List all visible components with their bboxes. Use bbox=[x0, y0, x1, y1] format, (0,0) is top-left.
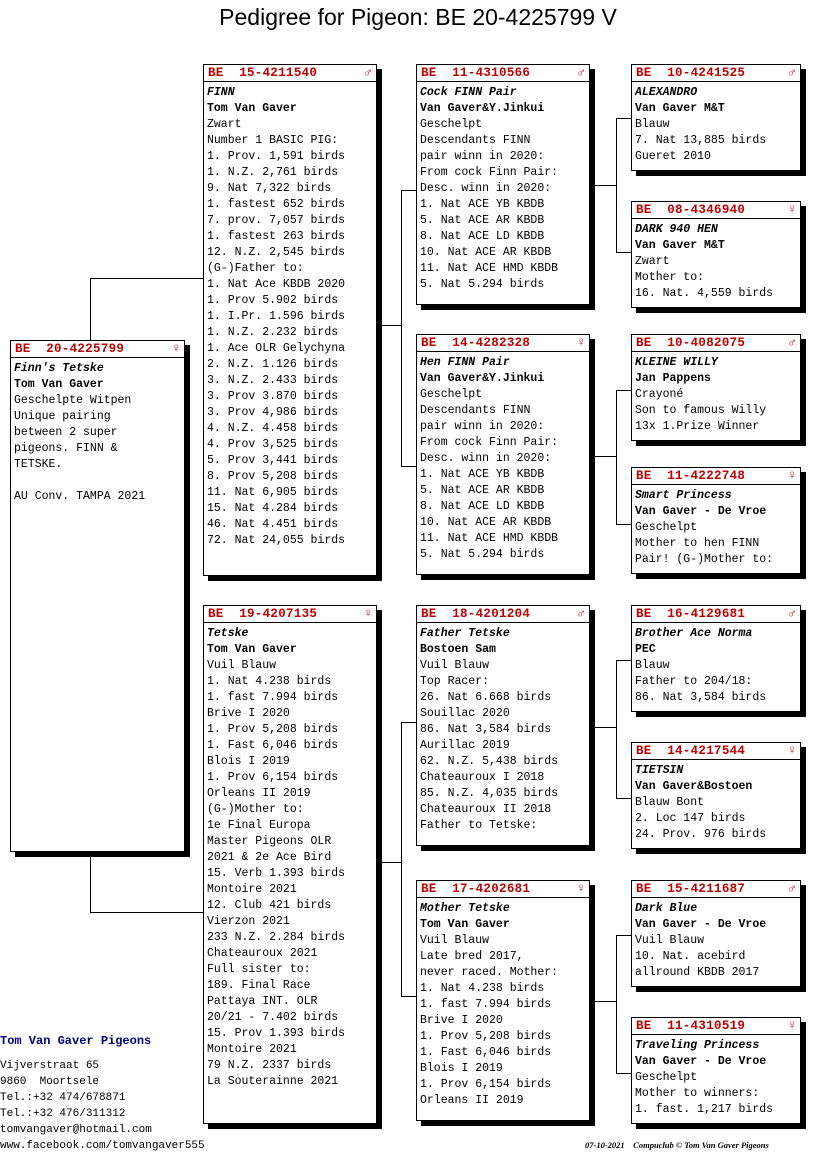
info-line: between 2 super bbox=[14, 426, 118, 439]
info-line: 1. Nat 4.238 birds bbox=[420, 982, 545, 995]
sex-icon: ♀ bbox=[364, 606, 372, 621]
info-line: 1. fast 7.994 birds bbox=[207, 691, 339, 704]
owner-name: Van Gaver - De Vroe bbox=[635, 918, 767, 931]
info-line: 15. Verb 1.393 birds bbox=[207, 867, 346, 880]
info-line: Brive I 2020 bbox=[420, 1014, 503, 1027]
ring-number: BE 10-4241525 bbox=[636, 66, 746, 80]
ring-number: BE 10-4082075 bbox=[636, 336, 746, 350]
info-line: Montoire 2021 bbox=[207, 883, 297, 896]
info-line: 86. Nat 3,584 birds bbox=[635, 691, 767, 704]
pigeon-card-ff-father[interactable] bbox=[631, 64, 801, 171]
card-header bbox=[632, 743, 800, 760]
info-line: (G-)Mother to: bbox=[207, 803, 304, 816]
info-line: Crayoné bbox=[635, 388, 684, 401]
info-line: 10. Nat. acebird bbox=[635, 950, 746, 963]
phone-2: Tel.:+32 476/311312 bbox=[0, 1108, 126, 1120]
pigeon-name: Mother Tetske bbox=[420, 902, 510, 915]
info-line: 11. Nat ACE HMD KBDB bbox=[420, 532, 559, 545]
owner-name: Tom Van Gaver bbox=[14, 378, 104, 391]
connector-line bbox=[616, 935, 617, 1073]
info-line: Blauw bbox=[635, 659, 670, 672]
owner-name: Van Gaver M&T bbox=[635, 102, 725, 115]
info-line: 8. Nat ACE LD KBDB bbox=[420, 500, 545, 513]
info-line: AU Conv. TAMPA 2021 bbox=[14, 490, 146, 503]
info-line: 1. Ace OLR Gelychyna bbox=[207, 342, 346, 355]
info-line: Pair! (G-)Mother to: bbox=[635, 553, 774, 566]
info-line: 5. Prov 3,441 birds bbox=[207, 454, 339, 467]
info-line: 15. Nat 4.284 birds bbox=[207, 502, 339, 515]
pigeon-card-mm-father[interactable] bbox=[631, 880, 801, 987]
info-line: Vuil Blauw bbox=[207, 659, 277, 672]
info-line: Late bred 2017, bbox=[420, 950, 524, 963]
info-line: 3. Prov 3.870 birds bbox=[207, 390, 339, 403]
info-line: 79 N.Z. 2337 birds bbox=[207, 1059, 332, 1072]
connector-line bbox=[90, 278, 204, 279]
pigeon-card-fm-mother[interactable] bbox=[631, 467, 801, 574]
info-line: 1. fast. 1,217 birds bbox=[635, 1103, 774, 1116]
info-line: 46. Nat 4.451 birds bbox=[207, 518, 339, 531]
sex-icon: ♀ bbox=[577, 881, 585, 896]
info-line: 15. Prov 1.393 birds bbox=[207, 1027, 346, 1040]
address-street: Vijverstraat 65 bbox=[0, 1060, 100, 1072]
info-line: 8. Prov 5,208 birds bbox=[207, 470, 339, 483]
info-line: Montoire 2021 bbox=[207, 1043, 297, 1056]
connector-line bbox=[616, 252, 632, 253]
pigeon-card-mm-mother[interactable] bbox=[631, 1017, 801, 1124]
card-body bbox=[632, 898, 800, 981]
sex-icon: ♀ bbox=[788, 202, 796, 217]
info-line: 233 N.Z. 2.284 birds bbox=[207, 931, 346, 944]
owner-name: Jan Pappens bbox=[635, 372, 711, 385]
card-header bbox=[632, 202, 800, 219]
ring-number: BE 11-4310519 bbox=[636, 1019, 746, 1033]
info-line: Desc. winn in 2020: bbox=[420, 452, 552, 465]
pigeon-name: Hen FINN Pair bbox=[420, 356, 510, 369]
breeder-contact bbox=[0, 1058, 205, 1154]
info-line: From cock Finn Pair: bbox=[420, 436, 559, 449]
pigeon-name: Dark Blue bbox=[635, 902, 698, 915]
info-line: Aurillac 2019 bbox=[420, 739, 510, 752]
info-line: never raced. Mother: bbox=[420, 966, 559, 979]
info-line: Geschelpt bbox=[635, 521, 698, 534]
page-title: Pedigree for Pigeon: BE 20-4225799 V bbox=[219, 4, 617, 30]
connector-line bbox=[616, 798, 632, 799]
connector-line bbox=[90, 912, 204, 913]
info-line: 189. Final Race bbox=[207, 979, 311, 992]
info-line: La Souterainne 2021 bbox=[207, 1075, 339, 1088]
info-line: 2. Loc 147 birds bbox=[635, 812, 746, 825]
pigeon-name: Father Tetske bbox=[420, 627, 510, 640]
connector-line bbox=[380, 325, 402, 326]
info-line: Mother to: bbox=[635, 271, 705, 284]
info-line: 3. Prov 4,986 birds bbox=[207, 406, 339, 419]
info-line: 11. Nat ACE HMD KBDB bbox=[420, 262, 559, 275]
connector-line bbox=[401, 722, 417, 723]
card-header bbox=[632, 1018, 800, 1035]
facebook-link[interactable]: www.facebook.com/tomvangaver555 bbox=[0, 1140, 205, 1152]
info-line: Blois I 2019 bbox=[420, 1062, 503, 1075]
connector-line bbox=[616, 118, 617, 252]
info-line: 10. Nat ACE AR KBDB bbox=[420, 246, 552, 259]
info-line: Number 1 BASIC PIG: bbox=[207, 134, 339, 147]
sex-icon: ♀ bbox=[788, 468, 796, 483]
info-line: 1. Nat Ace KBDB 2020 bbox=[207, 278, 346, 291]
info-line: 1. Prov 5,208 birds bbox=[207, 723, 339, 736]
info-line: 7. Nat 13,885 birds bbox=[635, 134, 767, 147]
card-body bbox=[632, 1035, 800, 1118]
info-line: 12. N.Z. 2,545 birds bbox=[207, 246, 346, 259]
owner-name: Van Gaver&Y.Jinkui bbox=[420, 372, 545, 385]
breeder-name: Tom Van Gaver Pigeons bbox=[0, 1034, 152, 1048]
info-line: Vuil Blauw bbox=[420, 934, 490, 947]
sex-icon: ♂ bbox=[364, 65, 372, 80]
info-line: 1. Prov 5,208 birds bbox=[420, 1030, 552, 1043]
connector-line bbox=[616, 660, 632, 661]
info-line: 1. Nat ACE YB KBDB bbox=[420, 198, 545, 211]
pigeon-card-paternal-grandfather[interactable] bbox=[416, 64, 590, 305]
pigeon-card-mf-mother[interactable] bbox=[631, 742, 801, 849]
info-line: 3. N.Z. 2.433 birds bbox=[207, 374, 339, 387]
info-line: 1. N.Z. 2.232 birds bbox=[207, 326, 339, 339]
info-line: 1. N.Z. 2,761 birds bbox=[207, 166, 339, 179]
info-line: Blois I 2019 bbox=[207, 755, 290, 768]
info-line: 1. Prov 6,154 birds bbox=[207, 771, 339, 784]
card-body bbox=[632, 623, 800, 706]
ring-number: BE 20-4225799 bbox=[15, 342, 125, 356]
ring-number: BE 14-4217544 bbox=[636, 744, 746, 758]
card-header bbox=[204, 606, 376, 623]
info-line: From cock Finn Pair: bbox=[420, 166, 559, 179]
info-line: pair winn in 2020: bbox=[420, 150, 545, 163]
info-line: 62. N.Z. 5,438 birds bbox=[420, 755, 559, 768]
owner-name: Van Gaver - De Vroe bbox=[635, 1055, 767, 1068]
connector-line bbox=[90, 278, 91, 340]
info-line: 1e Final Europa bbox=[207, 819, 311, 832]
card-body bbox=[417, 623, 589, 834]
owner-name: PEC bbox=[635, 643, 656, 656]
pigeon-card-mf-father[interactable] bbox=[631, 605, 801, 712]
pigeon-name: DARK 940 HEN bbox=[635, 223, 718, 236]
info-line: 5. Nat ACE AR KBDB bbox=[420, 484, 545, 497]
sex-icon: ♂ bbox=[788, 65, 796, 80]
pigeon-name: Smart Princess bbox=[635, 489, 732, 502]
owner-name: Van Gaver M&T bbox=[635, 239, 725, 252]
sex-icon: ♀ bbox=[172, 341, 180, 356]
info-line: Pattaya INT. OLR bbox=[207, 995, 318, 1008]
info-line: 85. N.Z. 4,035 birds bbox=[420, 787, 559, 800]
info-line: Mother to hen FINN bbox=[635, 537, 760, 550]
info-line: 2021 & 2e Ace Bird bbox=[207, 851, 332, 864]
info-line: 1. Fast 6,046 birds bbox=[420, 1046, 552, 1059]
connector-line bbox=[401, 190, 417, 191]
sex-icon: ♀ bbox=[577, 335, 585, 350]
card-header bbox=[204, 65, 376, 82]
card-header bbox=[11, 341, 184, 358]
info-line: (G-)Father to: bbox=[207, 262, 304, 275]
info-line: 1. fastest 652 birds bbox=[207, 198, 346, 211]
connector-line bbox=[616, 935, 632, 936]
info-line: 13x 1.Prize Winner bbox=[635, 420, 760, 433]
info-line: 26. Nat 6.668 birds bbox=[420, 691, 552, 704]
info-line: Brive I 2020 bbox=[207, 707, 290, 720]
info-line: Geschelpte Witpen bbox=[14, 394, 132, 407]
connector-line bbox=[594, 185, 617, 186]
info-line: Orleans II 2019 bbox=[207, 787, 311, 800]
card-header bbox=[417, 881, 589, 898]
info-line: 11. Nat 6,905 birds bbox=[207, 486, 339, 499]
ring-number: BE 11-4222748 bbox=[636, 469, 746, 483]
phone-1: Tel.:+32 474/678871 bbox=[0, 1092, 126, 1104]
info-line: Son to famous Willy bbox=[635, 404, 767, 417]
ring-number: BE 18-4201204 bbox=[421, 607, 531, 621]
info-line: Father to Tetske: bbox=[420, 819, 538, 832]
info-line: 2. N.Z. 1.126 birds bbox=[207, 358, 339, 371]
owner-name: Van Gaver - De Vroe bbox=[635, 505, 767, 518]
info-line: 1. Fast 6,046 birds bbox=[207, 739, 339, 752]
info-line: Gueret 2010 bbox=[635, 150, 711, 163]
owner-name: Van Gaver&Y.Jinkui bbox=[420, 102, 545, 115]
info-line: 7. prov. 7,057 birds bbox=[207, 214, 346, 227]
info-line: Descendants FINN bbox=[420, 134, 531, 147]
print-info: 07-10-2021 Compuclub © Tom Van Gaver Pigeons bbox=[585, 1140, 769, 1150]
info-line: 4. N.Z. 4.458 birds bbox=[207, 422, 339, 435]
card-body bbox=[417, 82, 589, 293]
info-line: TETSKE. bbox=[14, 458, 63, 471]
connector-line bbox=[380, 862, 402, 863]
sex-icon: ♂ bbox=[788, 606, 796, 621]
info-line: Top Racer: bbox=[420, 675, 490, 688]
info-line: Father to 204/18: bbox=[635, 675, 753, 688]
info-line: Zwart bbox=[635, 255, 670, 268]
info-line: 4. Prov 3,525 birds bbox=[207, 438, 339, 451]
connector-line bbox=[401, 996, 417, 997]
info-line: 5. Nat ACE AR KBDB bbox=[420, 214, 545, 227]
card-body bbox=[417, 352, 589, 563]
connector-line bbox=[401, 466, 417, 467]
connector-line bbox=[594, 456, 617, 457]
connector-line bbox=[401, 190, 402, 466]
owner-name: Tom Van Gaver bbox=[207, 643, 297, 656]
info-line bbox=[14, 473, 181, 489]
info-line: Descendants FINN bbox=[420, 404, 531, 417]
card-header bbox=[632, 65, 800, 82]
sex-icon: ♂ bbox=[788, 335, 796, 350]
connector-line bbox=[594, 727, 617, 728]
connector-line bbox=[616, 660, 617, 798]
card-body bbox=[632, 760, 800, 843]
info-line: 1. Prov 6,154 birds bbox=[420, 1078, 552, 1091]
email-link[interactable]: tomvangaver@hotmail.com bbox=[0, 1124, 152, 1136]
pigeon-name: ALEXANDRO bbox=[635, 86, 698, 99]
card-body bbox=[204, 623, 376, 1090]
info-line: 1. fast 7.994 birds bbox=[420, 998, 552, 1011]
ring-number: BE 15-4211540 bbox=[208, 66, 318, 80]
ring-number: BE 15-4211687 bbox=[636, 882, 746, 896]
owner-name: Bostoen Sam bbox=[420, 643, 496, 656]
info-line: Geschelpt bbox=[635, 1071, 698, 1084]
pigeon-card-ff-mother[interactable] bbox=[631, 201, 801, 308]
pigeon-card-mother[interactable] bbox=[203, 605, 377, 1124]
pigeon-name: Finn's Tetske bbox=[14, 362, 104, 375]
info-line: Souillac 2020 bbox=[420, 707, 510, 720]
card-header bbox=[417, 65, 589, 82]
connector-line bbox=[616, 390, 617, 524]
info-line: Geschelpt bbox=[420, 388, 483, 401]
info-line: 72. Nat 24,055 birds bbox=[207, 534, 346, 547]
info-line: 1. Nat 4.238 birds bbox=[207, 675, 332, 688]
ring-number: BE 08-4346940 bbox=[636, 203, 746, 217]
ring-number: BE 14-4282328 bbox=[421, 336, 531, 350]
info-line: Blauw bbox=[635, 118, 670, 131]
connector-line bbox=[594, 1001, 617, 1002]
connector-line bbox=[616, 118, 632, 119]
pigeon-name: Traveling Princess bbox=[635, 1039, 760, 1052]
pigeon-name: FINN bbox=[207, 86, 235, 99]
pigeon-name: Cock FINN Pair bbox=[420, 86, 517, 99]
card-header bbox=[417, 606, 589, 623]
pigeon-name: Tetske bbox=[207, 627, 249, 640]
owner-name: Tom Van Gaver bbox=[207, 102, 297, 115]
card-header bbox=[417, 335, 589, 352]
info-line: Chateauroux I 2018 bbox=[420, 771, 545, 784]
card-body bbox=[11, 358, 184, 505]
info-line: 1. I.Pr. 1.596 birds bbox=[207, 310, 346, 323]
info-line: pigeons. FINN & bbox=[14, 442, 118, 455]
pigeon-card-subject[interactable] bbox=[10, 340, 185, 852]
sex-icon: ♂ bbox=[577, 606, 585, 621]
pigeon-card-paternal-grandmother[interactable] bbox=[416, 334, 590, 575]
info-line: 9. Nat 7,322 birds bbox=[207, 182, 332, 195]
pigeon-name: TIETSIN bbox=[635, 764, 684, 777]
info-line: 24. Prov. 976 birds bbox=[635, 828, 767, 841]
info-line: 8. Nat ACE LD KBDB bbox=[420, 230, 545, 243]
address-city: 9860 Moortsele bbox=[0, 1076, 100, 1088]
ring-number: BE 17-4202681 bbox=[421, 882, 531, 896]
card-body bbox=[632, 485, 800, 568]
info-line: Unique pairing bbox=[14, 410, 111, 423]
card-body bbox=[632, 352, 800, 435]
info-line: 1. Prov. 1,591 birds bbox=[207, 150, 346, 163]
info-line: 20/21 - 7.402 birds bbox=[207, 1011, 339, 1024]
pigeon-card-father[interactable] bbox=[203, 64, 377, 576]
info-line: Vuil Blauw bbox=[420, 659, 490, 672]
card-body bbox=[204, 82, 376, 549]
info-line: Master Pigeons OLR bbox=[207, 835, 332, 848]
info-line: allround KBDB 2017 bbox=[635, 966, 760, 979]
card-body bbox=[632, 82, 800, 165]
pigeon-card-maternal-grandmother[interactable] bbox=[416, 880, 590, 1121]
pigeon-card-maternal-grandfather[interactable] bbox=[416, 605, 590, 846]
card-body bbox=[632, 219, 800, 302]
info-line: Desc. winn in 2020: bbox=[420, 182, 552, 195]
info-line: 5. Nat 5.294 birds bbox=[420, 548, 545, 561]
pigeon-card-fm-father[interactable] bbox=[631, 334, 801, 441]
info-line: Full sister to: bbox=[207, 963, 311, 976]
pigeon-name: Brother Ace Norma bbox=[635, 627, 753, 640]
sex-icon: ♂ bbox=[788, 881, 796, 896]
connector-line bbox=[401, 722, 402, 996]
sex-icon: ♂ bbox=[577, 65, 585, 80]
sex-icon: ♀ bbox=[788, 1018, 796, 1033]
info-line: Zwart bbox=[207, 118, 242, 131]
info-line: Geschelpt bbox=[420, 118, 483, 131]
info-line: 16. Nat. 4,559 birds bbox=[635, 287, 774, 300]
connector-line bbox=[90, 857, 91, 912]
info-line: 1. Nat ACE YB KBDB bbox=[420, 468, 545, 481]
info-line: Vierzon 2021 bbox=[207, 915, 290, 928]
card-header bbox=[632, 606, 800, 623]
info-line: Chateauroux 2021 bbox=[207, 947, 318, 960]
info-line: Chateauroux II 2018 bbox=[420, 803, 552, 816]
info-line: 1. fastest 263 birds bbox=[207, 230, 346, 243]
card-header bbox=[632, 468, 800, 485]
info-line: Blauw Bont bbox=[635, 796, 705, 809]
connector-line bbox=[616, 1073, 632, 1074]
info-line: Mother to winners: bbox=[635, 1087, 760, 1100]
info-line: 5. Nat 5.294 birds bbox=[420, 278, 545, 291]
info-line: 86. Nat 3,584 birds bbox=[420, 723, 552, 736]
owner-name: Tom Van Gaver bbox=[420, 918, 510, 931]
owner-name: Van Gaver&Bostoen bbox=[635, 780, 753, 793]
card-header bbox=[632, 335, 800, 352]
connector-line bbox=[616, 390, 632, 391]
sex-icon: ♀ bbox=[788, 743, 796, 758]
ring-number: BE 16-4129681 bbox=[636, 607, 746, 621]
card-header bbox=[632, 881, 800, 898]
ring-number: BE 19-4207135 bbox=[208, 607, 318, 621]
card-body bbox=[417, 898, 589, 1109]
info-line: 1. Prov 5.902 birds bbox=[207, 294, 339, 307]
ring-number: BE 11-4310566 bbox=[421, 66, 531, 80]
info-line: Vuil Blauw bbox=[635, 934, 705, 947]
info-line: 12. Club 421 birds bbox=[207, 899, 332, 912]
info-line: pair winn in 2020: bbox=[420, 420, 545, 433]
info-line: 10. Nat ACE AR KBDB bbox=[420, 516, 552, 529]
pigeon-name: KLEINE WILLY bbox=[635, 356, 718, 369]
info-line: Orleans II 2019 bbox=[420, 1094, 524, 1107]
connector-line bbox=[616, 524, 632, 525]
